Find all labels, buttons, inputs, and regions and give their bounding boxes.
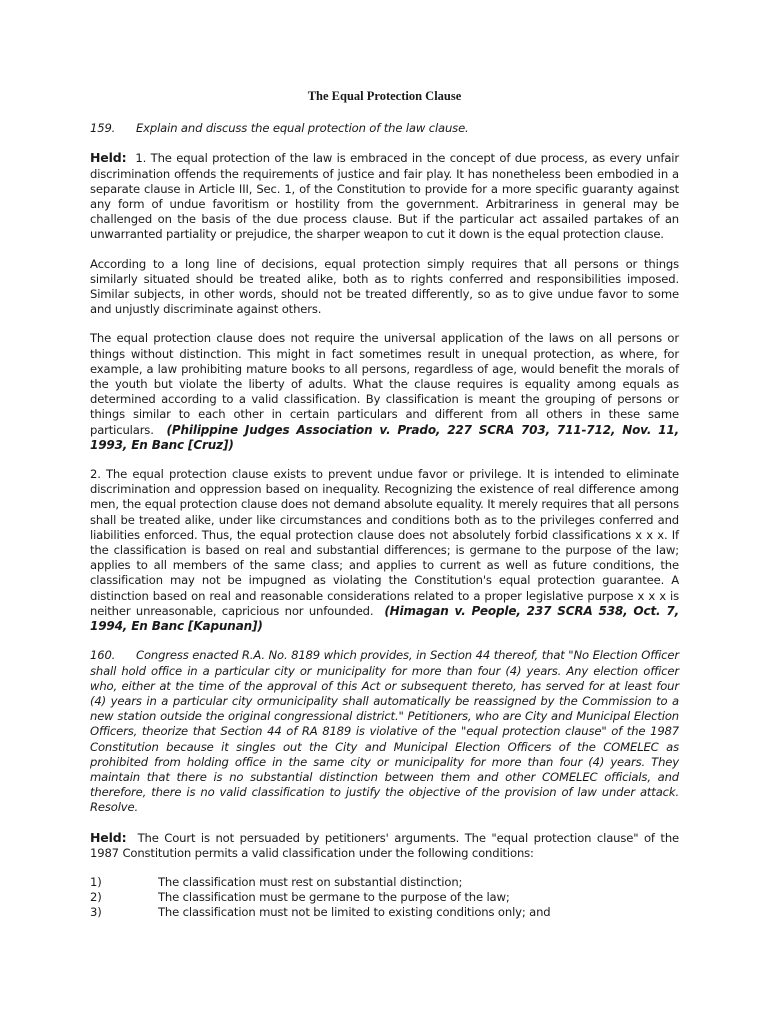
paragraph-text: 2. The equal protection clause exists to prevent undue favor or privilege. It is intended to eliminate discrimination and oppression based on inequality. Recognizing the existence of real difference among men, the equal protection clause does not demand absolute equality. It merely requires that all persons shall be treated alike, under like circumstances and conditions both as to the privileges conferred and liabilities enforced. Thus, the equal protection clause does not absolutely forbid classifications x x x. If the classification is based on real and substantial differences; is germane to the purpose of the law; applies to all members of the same class; and applies to current as well as future conditions, the classification may not be impugned as violating the Constitution's equal protection guarantee. A distinction based on real and reasonable considerations related to a proper legislative purpose x x x is neither unreasonable, capricious nor unfounded. [90,467,679,618]
question-159 [90,121,679,136]
conditions-list [90,875,679,921]
held-label: Held: [90,829,127,845]
held-text: The Court is not persuaded by petitioners' arguments. The "equal protection clause" of the 1987 Constitution permits a valid classification under the following conditions: [90,830,680,860]
list-item-number: 1) [90,874,102,889]
list-item [90,875,679,890]
paragraph-classification [90,331,679,453]
list-item-text: The classification must be germane to the purpose of the law; [158,890,510,905]
list-item-number: 2) [90,890,102,905]
paragraph-equal-protection-definition: According to a long line of decisions, equal protection simply requires that all persons or things similarly situated should be treated alike, both as to rights conferred and responsibilities imposed. Similar subjects, in other words, should not be treated differently, so as to give undue favor to some and unjustly discriminate against others. [90,256,679,317]
held-paragraph-2 [90,830,679,861]
case-citation: (Himagan v. People, 237 SCRA 538, Oct. 7, 1994, En Banc [Kapunan]) [90,603,679,634]
question-text: Congress enacted R.A. No. 8189 which provides, in Section 44 thereof, that "No Election Officer shall hold office in a particular city or municipality for more than four (4) years. Any election officer who, either at the time of the approval of this Act or subsequent thereto, has served for at least four (4) years in a particular city ormunicipality shall automatically be reassigned by the Commission to a new station outside the original congressional district." Petitioners, who are City and Municipal Election Officers, theorize that Section 44 of RA 8189 is violative of the "equal protection clause" of the 1987 Constitution because it singles out the City and Municipal Election Officers of the COMELEC as prohibited from holding office in the same city or municipality for more than four (4) years. They maintain that there is no substantial distinction between them and other COMELEC officials, and therefore, there is no valid classification to justify the objective of the provision of law under attack. Resolve. [90,648,679,815]
paragraph-text: The equal protection clause does not require the universal application of the laws on all persons or things without distinction. This might in fact sometimes result in unequal protection, as where, for example, a law prohibiting mature books to all persons, regardless of age, would benefit the morals of the youth but violate the liberty of adults. What the clause requires is equality among equals as determined according to a valid classification. By classification is meant the grouping of persons or things similar to each other in certain particulars and different from all others in these same particulars. [90,331,679,437]
case-citation: (Philippine Judges Association v. Prado, 227 SCRA 703, 711-712, Nov. 11, 1993, En Banc [Cruz]) [90,422,679,452]
list-item-text: The classification must not be limited to existing conditions only; and [158,905,551,920]
list-item [90,905,679,920]
list-item [90,890,679,905]
document-page [90,89,679,921]
held-label: Held: [90,150,127,166]
paragraph-undue-favor [90,467,679,634]
held-paragraph-1 [90,150,679,242]
list-item-text: The classification must rest on substantial distinction; [158,874,463,889]
held-text: 1. The equal protection of the law is embraced in the concept of due process, as every unfair discrimination offends the requirements of justice and fair play. It has nonetheless been embodied in a separate clause in Article III, Sec. 1, of the Constitution to provide for a more specific guaranty against any form of undue favoritism or hostility from the government. Arbitrariness in general may be challenged on the basis of the due process clause. But if the particular act assailed partakes of an unwarranted partiality or prejudice, the sharper weapon to cut it down is the equal protection clause. [90,151,679,242]
list-item-number: 3) [90,905,102,920]
page-title: The Equal Protection Clause [307,89,462,103]
question-number: 160. [90,648,116,663]
question-text: Explain and discuss the equal protection of the law clause. [136,121,469,136]
question-number: 159. [90,121,116,136]
question-160 [90,648,679,815]
